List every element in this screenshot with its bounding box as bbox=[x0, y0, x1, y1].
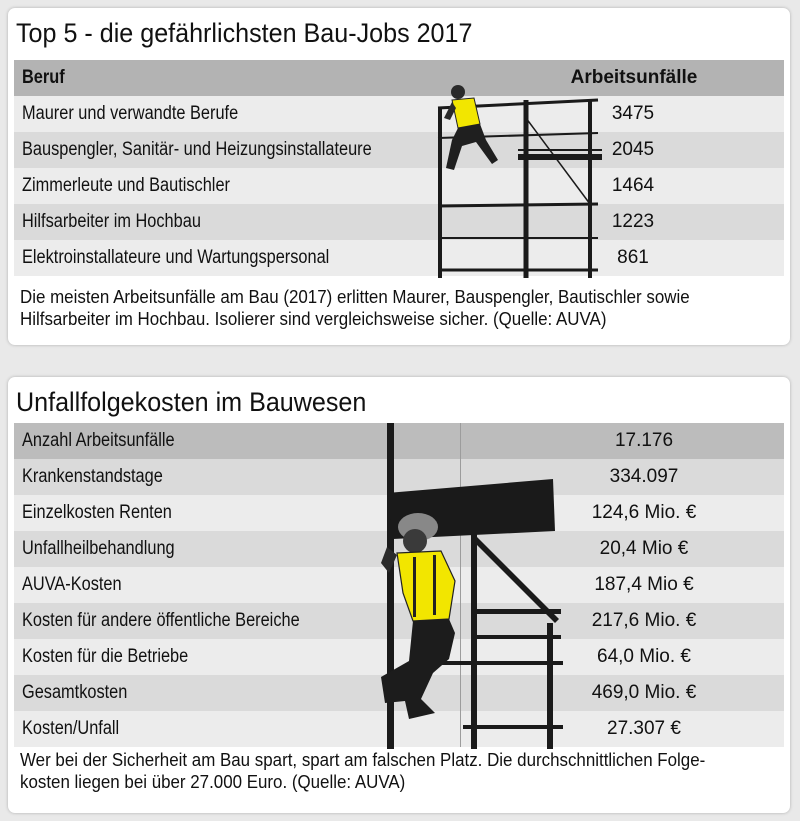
top5-card bbox=[8, 8, 790, 345]
row-label: Krankenstandstage bbox=[22, 466, 163, 487]
row-label: AUVA-Kosten bbox=[22, 574, 122, 595]
header-beruf: Beruf bbox=[22, 67, 65, 88]
row-value: 20,4 Mio € bbox=[599, 538, 689, 559]
table-row bbox=[14, 495, 784, 532]
row-label: Unfallheilbehandlung bbox=[22, 538, 175, 559]
top5-title: Top 5 - die gefährlichsten Bau-Jobs 2017 bbox=[16, 18, 473, 48]
row-value: 124,6 Mio. € bbox=[591, 502, 697, 523]
costs-title: Unfallfolgekosten im Bauwesen bbox=[16, 387, 367, 417]
table-row bbox=[14, 96, 784, 133]
table-row bbox=[14, 423, 784, 460]
row-value: 217,6 Mio. € bbox=[591, 610, 697, 631]
header-arbeitsunfaelle: Arbeitsunfälle bbox=[570, 67, 698, 88]
table-row bbox=[14, 168, 784, 205]
table-row bbox=[14, 531, 784, 568]
note-line: Die meisten Arbeitsunfälle am Bau (2017) erlitten Maurer, Bauspengler, Bautischler sowie bbox=[20, 287, 690, 307]
row-value: 1223 bbox=[611, 211, 655, 232]
table-row bbox=[14, 711, 784, 748]
top5-note bbox=[20, 286, 772, 330]
table-row bbox=[14, 132, 784, 169]
note-line: kosten liegen bei über 27.000 Euro. (Quelle: AUVA) bbox=[20, 772, 406, 792]
table-row bbox=[14, 675, 784, 712]
row-label: Zimmerleute und Bautischler bbox=[22, 175, 230, 196]
costs-note bbox=[20, 749, 772, 793]
row-label: Bauspengler, Sanitär- und Heizungsinstallateure bbox=[22, 139, 372, 160]
row-value: 187,4 Mio € bbox=[594, 574, 694, 595]
row-label: Elektroinstallateure und Wartungspersonal bbox=[22, 247, 330, 268]
row-label: Kosten/Unfall bbox=[22, 718, 120, 739]
table-row bbox=[14, 603, 784, 640]
row-label: Maurer und verwandte Berufe bbox=[22, 103, 239, 124]
row-value: 64,0 Mio. € bbox=[597, 646, 691, 667]
row-label: Kosten für andere öffentliche Bereiche bbox=[22, 610, 300, 631]
note-line: Wer bei der Sicherheit am Bau spart, spart am falschen Platz. Die durchschnittlichen Folge- bbox=[20, 750, 706, 770]
row-value: 3475 bbox=[611, 103, 655, 124]
row-label: Einzelkosten Renten bbox=[22, 502, 172, 523]
note-line: Hilfsarbeiter im Hochbau. Isolierer sind vergleichsweise sicher. (Quelle: AUVA) bbox=[20, 309, 607, 329]
row-value: 27.307 € bbox=[607, 718, 681, 739]
row-label: Kosten für die Betriebe bbox=[22, 646, 189, 667]
row-value: 17.176 bbox=[614, 430, 674, 451]
table-row bbox=[14, 639, 784, 676]
row-value: 334.097 bbox=[609, 466, 679, 487]
row-value: 469,0 Mio. € bbox=[591, 682, 697, 703]
table-row bbox=[14, 240, 784, 277]
row-value: 2045 bbox=[611, 139, 655, 160]
row-value: 1464 bbox=[611, 175, 655, 196]
table-row bbox=[14, 459, 784, 496]
row-label: Hilfsarbeiter im Hochbau bbox=[22, 211, 201, 232]
table-row bbox=[14, 204, 784, 241]
top5-header-row bbox=[14, 60, 784, 97]
row-label: Gesamtkosten bbox=[22, 682, 128, 703]
costs-card bbox=[8, 377, 790, 813]
row-value: 861 bbox=[617, 247, 649, 268]
row-label: Anzahl Arbeitsunfälle bbox=[22, 430, 175, 451]
table-row bbox=[14, 567, 784, 604]
